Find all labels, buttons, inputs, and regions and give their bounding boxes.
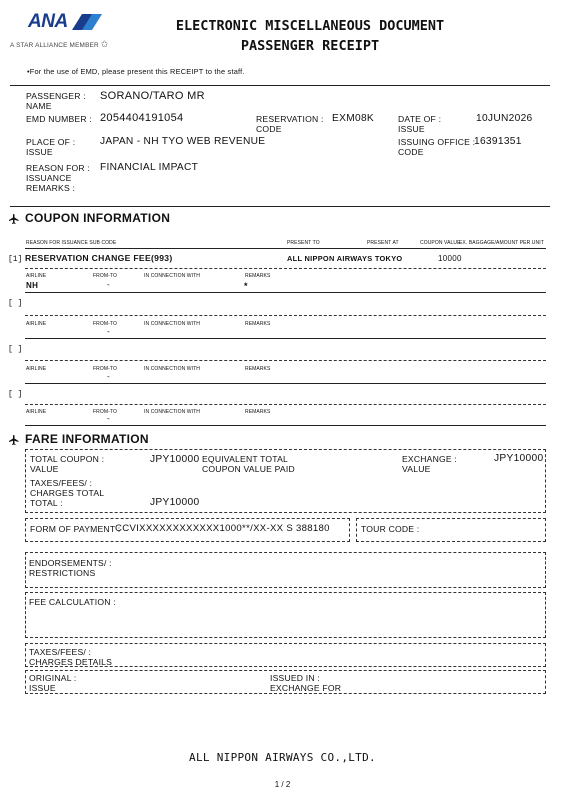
coupon-2-bottom <box>25 338 546 339</box>
coupon-4-from-to: - <box>107 414 110 423</box>
reservation-code-value: EXM08K <box>332 113 375 124</box>
coupon-4-fromto-header: FROM-TO <box>93 409 117 415</box>
col-baggage-header: EX. BAGGAGE/AMOUNT PER UNIT <box>459 240 544 246</box>
coupon-1-separator <box>25 268 546 269</box>
col-present-to-header: PRESENT TO <box>287 240 320 246</box>
coupon-header-line <box>25 248 546 249</box>
coupon-1-connection-header: IN CONNECTION WITH <box>144 273 200 279</box>
coupon-4-index: [ ] <box>8 390 23 399</box>
col-coupon-value-header: COUPON VALUE <box>420 240 461 246</box>
logo-text: ANA <box>28 11 68 32</box>
coupon-1-reason: RESERVATION CHANGE FEE(993) <box>25 253 173 263</box>
coupon-4-airline-header: AIRLINE <box>26 409 47 415</box>
form-of-payment-label: FORM OF PAYMENT : <box>30 524 121 534</box>
coupon-section-title: COUPON INFORMATION <box>25 211 171 225</box>
title-line-2: PASSENGER RECEIPT <box>240 38 380 54</box>
total-label: TOTAL : <box>30 498 63 508</box>
col-present-at-header: PRESENT AT <box>367 240 399 246</box>
coupon-1-remarks-header: REMARKS <box>245 273 271 279</box>
coupon-3-remarks-header: REMARKS <box>245 366 271 372</box>
coupon-1-from-to: - <box>107 280 110 289</box>
original-issue-label: ORIGINAL : ISSUE <box>29 673 77 693</box>
coupon-3-bottom <box>25 383 546 384</box>
place-of-issue-label: PLACE OF : ISSUE <box>26 137 76 157</box>
fare-section-title: FARE INFORMATION <box>25 432 149 446</box>
coupon-2-airline-header: AIRLINE <box>26 321 47 327</box>
coupon-3-airline-header: AIRLINE <box>26 366 47 372</box>
date-of-issue-label: DATE OF : ISSUE <box>398 114 442 134</box>
coupon-4-remarks-header: REMARKS <box>245 409 271 415</box>
coupon-3-fromto-header: FROM-TO <box>93 366 117 372</box>
coupon-2-remarks-header: REMARKS <box>245 321 271 327</box>
passenger-name-value: SORANO/TARO MR <box>100 90 205 102</box>
passenger-divider <box>10 206 550 207</box>
equivalent-total-label: EQUIVALENT TOTAL COUPON VALUE PAID <box>202 454 295 474</box>
coupon-3-separator <box>25 360 546 361</box>
coupon-4-separator <box>25 404 546 405</box>
airplane-icon <box>8 213 20 225</box>
total-coupon-value: JPY10000 <box>150 454 200 465</box>
coupon-1-remarks: * <box>244 281 248 291</box>
coupon-2-from-to: - <box>107 327 110 336</box>
coupon-4-bottom <box>25 425 546 426</box>
emd-number-value: 2054404191054 <box>100 112 184 124</box>
reservation-code-label: RESERVATION : CODE <box>256 114 324 134</box>
ana-logo <box>28 10 104 38</box>
endorsements-label: ENDORSEMENTS/ : RESTRICTIONS <box>29 558 112 578</box>
emd-number-label: EMD NUMBER : <box>26 114 92 124</box>
issued-in-exchange-label: ISSUED IN : EXCHANGE FOR <box>270 673 342 693</box>
coupon-1-airline-header: AIRLINE <box>26 273 47 279</box>
airplane-icon <box>8 434 20 446</box>
exchange-value: JPY10000 <box>494 453 544 464</box>
issuing-office-label: ISSUING OFFICE : CODE <box>398 137 476 157</box>
page-number: 1 / 2 <box>274 780 291 789</box>
taxes-total-label: TAXES/FEES/ : CHARGES TOTAL <box>30 478 105 498</box>
coupon-2-fromto-header: FROM-TO <box>93 321 117 327</box>
coupon-2-connection-header: IN CONNECTION WITH <box>144 321 200 327</box>
taxes-details-label: TAXES/FEES/ : CHARGES DETAILS <box>29 647 113 667</box>
coupon-1-present-to: ALL NIPPON AIRWAYS TOKYO <box>287 254 403 263</box>
place-of-issue-value: JAPAN - NH TYO WEB REVENUE <box>100 136 266 147</box>
coupon-1-airline: NH <box>26 281 39 290</box>
reason-value: FINANCIAL IMPACT <box>100 162 199 173</box>
issuing-office-value: 16391351 <box>474 136 522 147</box>
notice-text: •For the use of EMD, please present this RECEIPT to the staff. <box>27 67 245 76</box>
coupon-3-connection-header: IN CONNECTION WITH <box>144 366 200 372</box>
company-name: ALL NIPPON AIRWAYS CO.,LTD. <box>189 751 376 764</box>
form-of-payment-value: CCVIXXXXXXXXXXXX1000**/XX-XX S 388180 <box>115 523 330 534</box>
coupon-1-index: [1] <box>8 255 23 264</box>
exchange-value-label: EXCHANGE : VALUE <box>402 454 458 474</box>
ana-stripes-icon <box>72 14 102 30</box>
col-reason-header: REASON FOR ISSUANCE SUB CODE <box>26 240 117 246</box>
coupon-2-index: [ ] <box>8 299 23 308</box>
coupon-3-index: [ ] <box>8 345 23 354</box>
alliance-label: A STAR ALLIANCE MEMBER <box>10 42 99 49</box>
alliance-text <box>10 39 109 50</box>
total-coupon-value-label: TOTAL COUPON : VALUE <box>30 454 105 474</box>
coupon-3-from-to: - <box>107 372 110 381</box>
header-divider <box>10 85 550 86</box>
coupon-1-coupon-value: 10000 <box>438 254 462 263</box>
star-alliance-icon: ✩ <box>100 39 109 49</box>
coupon-1-bottom <box>25 292 546 293</box>
coupon-2-separator <box>25 315 546 316</box>
coupon-1-fromto-header: FROM-TO <box>93 273 117 279</box>
tour-code-label: TOUR CODE : <box>361 524 420 534</box>
date-of-issue-value: 10JUN2026 <box>476 113 533 124</box>
total-value: JPY10000 <box>150 497 200 508</box>
coupon-4-connection-header: IN CONNECTION WITH <box>144 409 200 415</box>
title-line-1: ELECTRONIC MISCELLANEOUS DOCUMENT <box>175 18 445 34</box>
fee-calculation-label: FEE CALCULATION : <box>29 597 116 607</box>
document-title <box>150 16 470 56</box>
passenger-name-label: PASSENGER : NAME <box>26 91 86 111</box>
reason-label: REASON FOR : ISSUANCE REMARKS : <box>26 163 90 193</box>
